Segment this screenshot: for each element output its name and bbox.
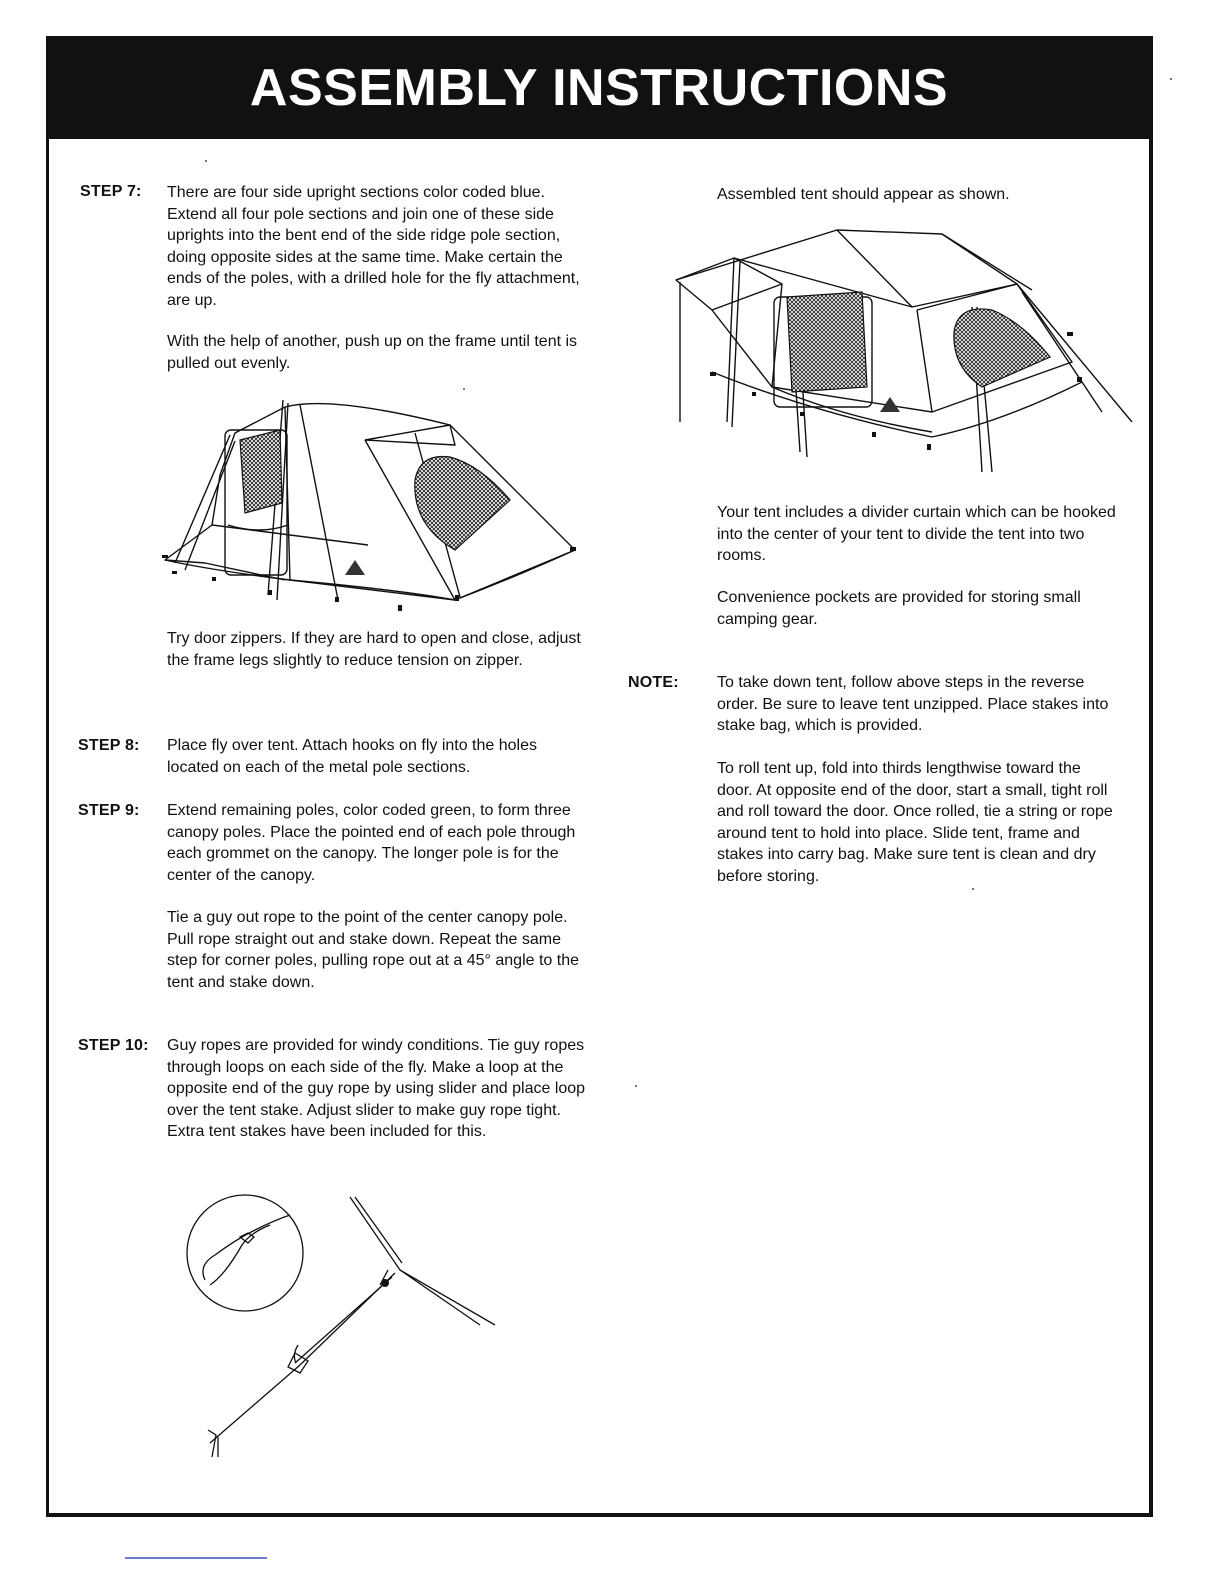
step-9-text: Extend remaining poles, color coded green, to form three canopy poles. Place the pointed end of each pole through each grommet on the canopy. The longer pole is for the center of the canopy. xyxy=(167,802,576,884)
step-10-label: STEP 10: xyxy=(78,1037,149,1054)
step-9-guy-text: Tie a guy out rope to the point of the center canopy pole. Pull rope straight out and stake down. Repeat the same step for corner poles, pulling rope out at a 45° angle to the tent and stake down. xyxy=(167,909,579,991)
scan-speck xyxy=(205,160,207,162)
slider-detail-circle xyxy=(187,1195,303,1311)
step-9-label: STEP 9: xyxy=(78,802,140,819)
step-10-text: Guy ropes are provided for windy conditions. Tie guy ropes through loops on each side of the fly. Make a loop at the opposite end of the guy rope by using slider and place loop over the tent stake. Adjust slider to make guy rope tight. Extra tent stakes have been included for this. xyxy=(167,1037,586,1140)
scan-speck xyxy=(463,388,465,390)
step-8-label: STEP 8: xyxy=(78,737,140,754)
divider-curtain-text: Your tent includes a divider curtain which can be hooked into the center of your tent to divide the tent into two rooms. xyxy=(717,504,1116,564)
note-roll-up-text: To roll tent up, fold into thirds lengthwise toward the door. At opposite end of the door, start a small, tight roll and roll toward the door. Once rolled, tie a string or rope around tent to hold into place. Slide tent, frame and stakes into carry bag. Make sure tent is clean and dry before storing. xyxy=(717,760,1113,885)
tent-without-fly-illustration xyxy=(150,385,590,620)
note-label: NOTE: xyxy=(628,674,679,691)
assembled-tent-with-fly-illustration xyxy=(672,222,1137,477)
page-title: ASSEMBLY INSTRUCTIONS xyxy=(49,39,1149,139)
scan-speck xyxy=(635,1085,637,1087)
scan-speck xyxy=(972,888,974,890)
step-8-text: Place fly over tent. Attach hooks on fly into the holes located on each of the metal pole sections. xyxy=(167,737,537,776)
bottom-rule xyxy=(125,1557,267,1559)
step-7-text: There are four side upright sections color coded blue. Extend all four pole sections and join one of these side uprights into the bent end of the side ridge pole section, doing opposite sides at the same time. Make certain the ends of the poles, with a drilled hole for the fly attachment, are up. xyxy=(167,184,580,309)
scan-speck xyxy=(1170,78,1172,80)
note-take-down-text: To take down tent, follow above steps in the reverse order. Be sure to leave tent unzipped. Place stakes into stake bag, which is provided. xyxy=(717,674,1109,734)
convenience-pockets-text: Convenience pockets are provided for storing small camping gear. xyxy=(717,589,1081,628)
step-7-push-text: With the help of another, push up on the frame until tent is pulled out evenly. xyxy=(167,333,578,372)
guy-rope-and-slider-illustration xyxy=(180,1185,500,1460)
assembled-caption: Assembled tent should appear as shown. xyxy=(717,186,1010,203)
step-7-zipper-text: Try door zippers. If they are hard to open and close, adjust the frame legs slightly to reduce tension on zipper. xyxy=(167,630,581,669)
step-7-label: STEP 7: xyxy=(80,183,142,200)
